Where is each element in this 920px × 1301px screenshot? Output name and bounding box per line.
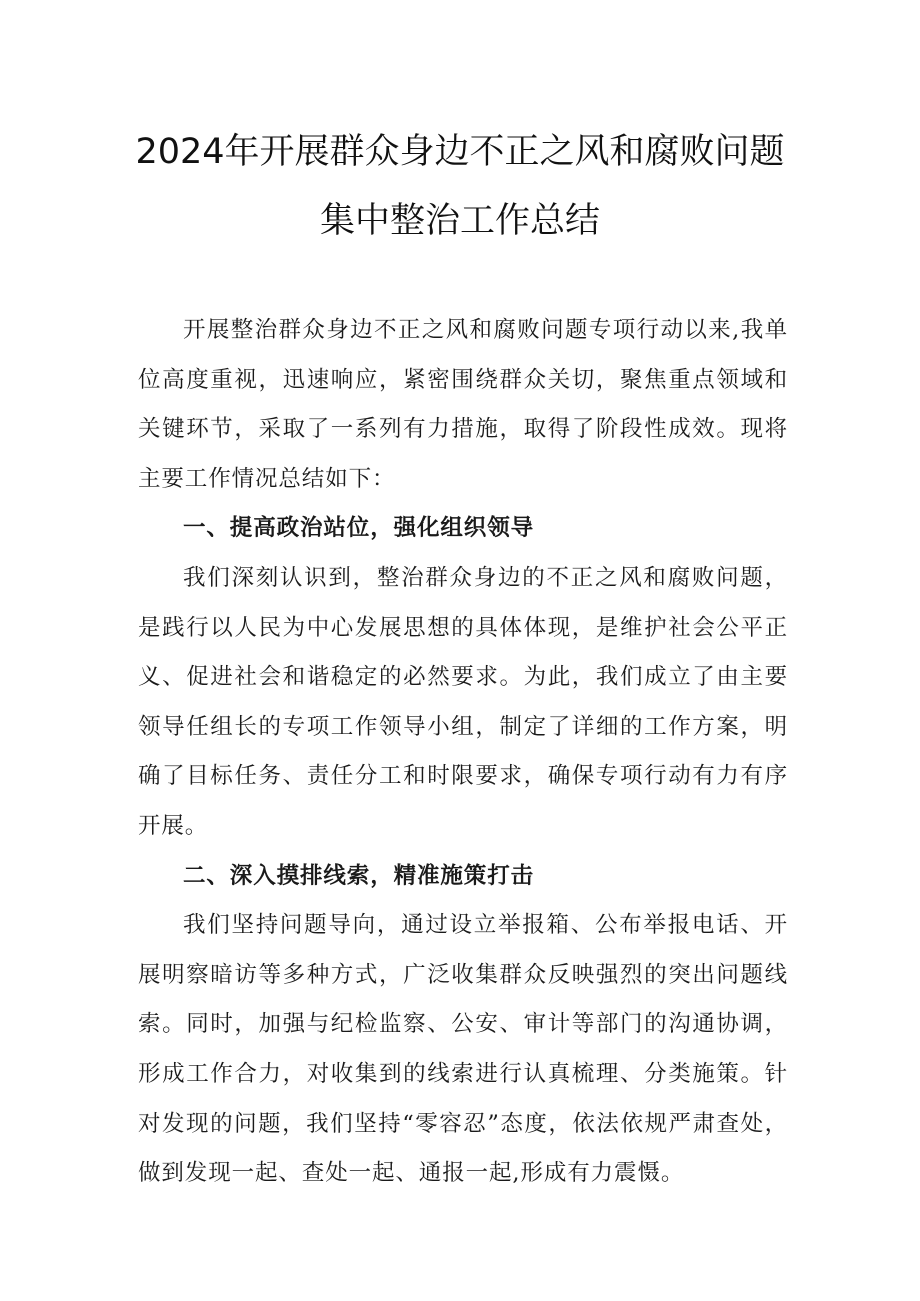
section-2-heading: 二、深入摸排线索，精准施策打击 <box>183 862 535 889</box>
document-title-line-2: 集中整治工作总结 <box>319 201 600 241</box>
section-2-paragraph: 我们坚持问题导向，通过设立举报箱、公布举报电话、开展明察暗访等多种方式，广泛收集群众反映强烈的突出问题线索。同时，加强与纪检监察、公安、审计等部门的沟通协调，形成工作合力，对收集到的线索进行认真梳理、分类施策。针对发现的问题，我们坚持“零容忍”态度，依法依规严肃查处，做到发现一起、查处一起、通报一起,形成有力震慑。 <box>138 912 788 1187</box>
section-1-heading: 一、提高政治站位，强化组织领导 <box>183 515 535 542</box>
document-body <box>138 306 788 1199</box>
intro-paragraph: 开展整治群众身边不正之风和腐败问题专项行动以来,我单位高度重视，迅速响应，紧密围绕群众关切，聚焦重点领域和关键环节，采取了一系列有力措施，取得了阶段性成效。现将主要工作情况总结如下： <box>138 317 788 492</box>
document-title-line-1: 2024年开展群众身边不正之风和腐败问题 <box>135 132 785 172</box>
section-1-paragraph: 我们深刻认识到，整治群众身边的不正之风和腐败问题，是践行以人民为中心发展思想的具体体现，是维护社会公平正义、促进社会和谐稳定的必然要求。为此，我们成立了由主要领导任组长的专项工作领导小组，制定了详细的工作方案，明确了目标任务、责任分工和时限要求，确保专项行动有力有序开展。 <box>138 564 788 839</box>
